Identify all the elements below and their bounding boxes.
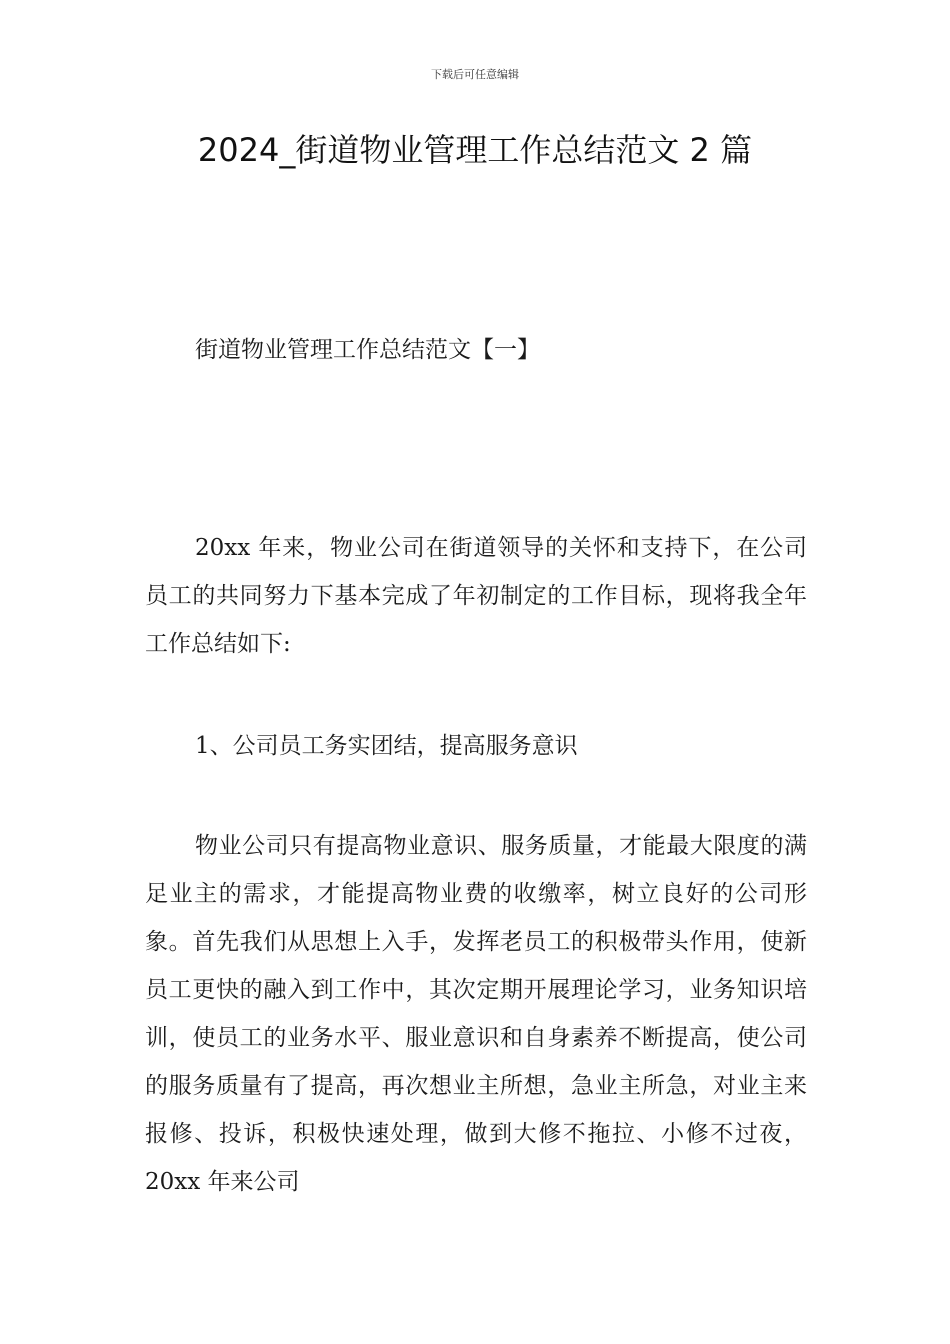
intro-paragraph: 20xx 年来，物业公司在街道领导的关怀和支持下，在公司员工的共同努力下基本完成了年初制定的工作目标，现将我全年工作总结如下:	[145, 535, 807, 657]
body-paragraph: 物业公司只有提高物业意识、服务质量，才能最大限度的满足业主的需求，才能提高物业费的收缴率，树立良好的公司形象。首先我们从思想上入手，发挥老员工的积极带头作用，使新员工更快的融入到工作中，其次定期开展理论学习，业务知识培训，使员工的业务水平、服业意识和自身素养不断提高，使公司的服务质量有了提高，再次想业主所想，急业主所急，对业主来报修、投诉，积极快速处理，做到大修不拖拉、小修不过夜，20xx 年来公司	[145, 833, 807, 1195]
header-note: 下载后可任意编辑	[431, 68, 519, 81]
document-title: 2024_街道物业管理工作总结范文 2 篇	[197, 131, 753, 169]
item-1-heading: 1、公司员工务实团结，提高服务意识	[195, 733, 578, 759]
section-heading: 街道物业管理工作总结范文【一】	[195, 337, 540, 363]
